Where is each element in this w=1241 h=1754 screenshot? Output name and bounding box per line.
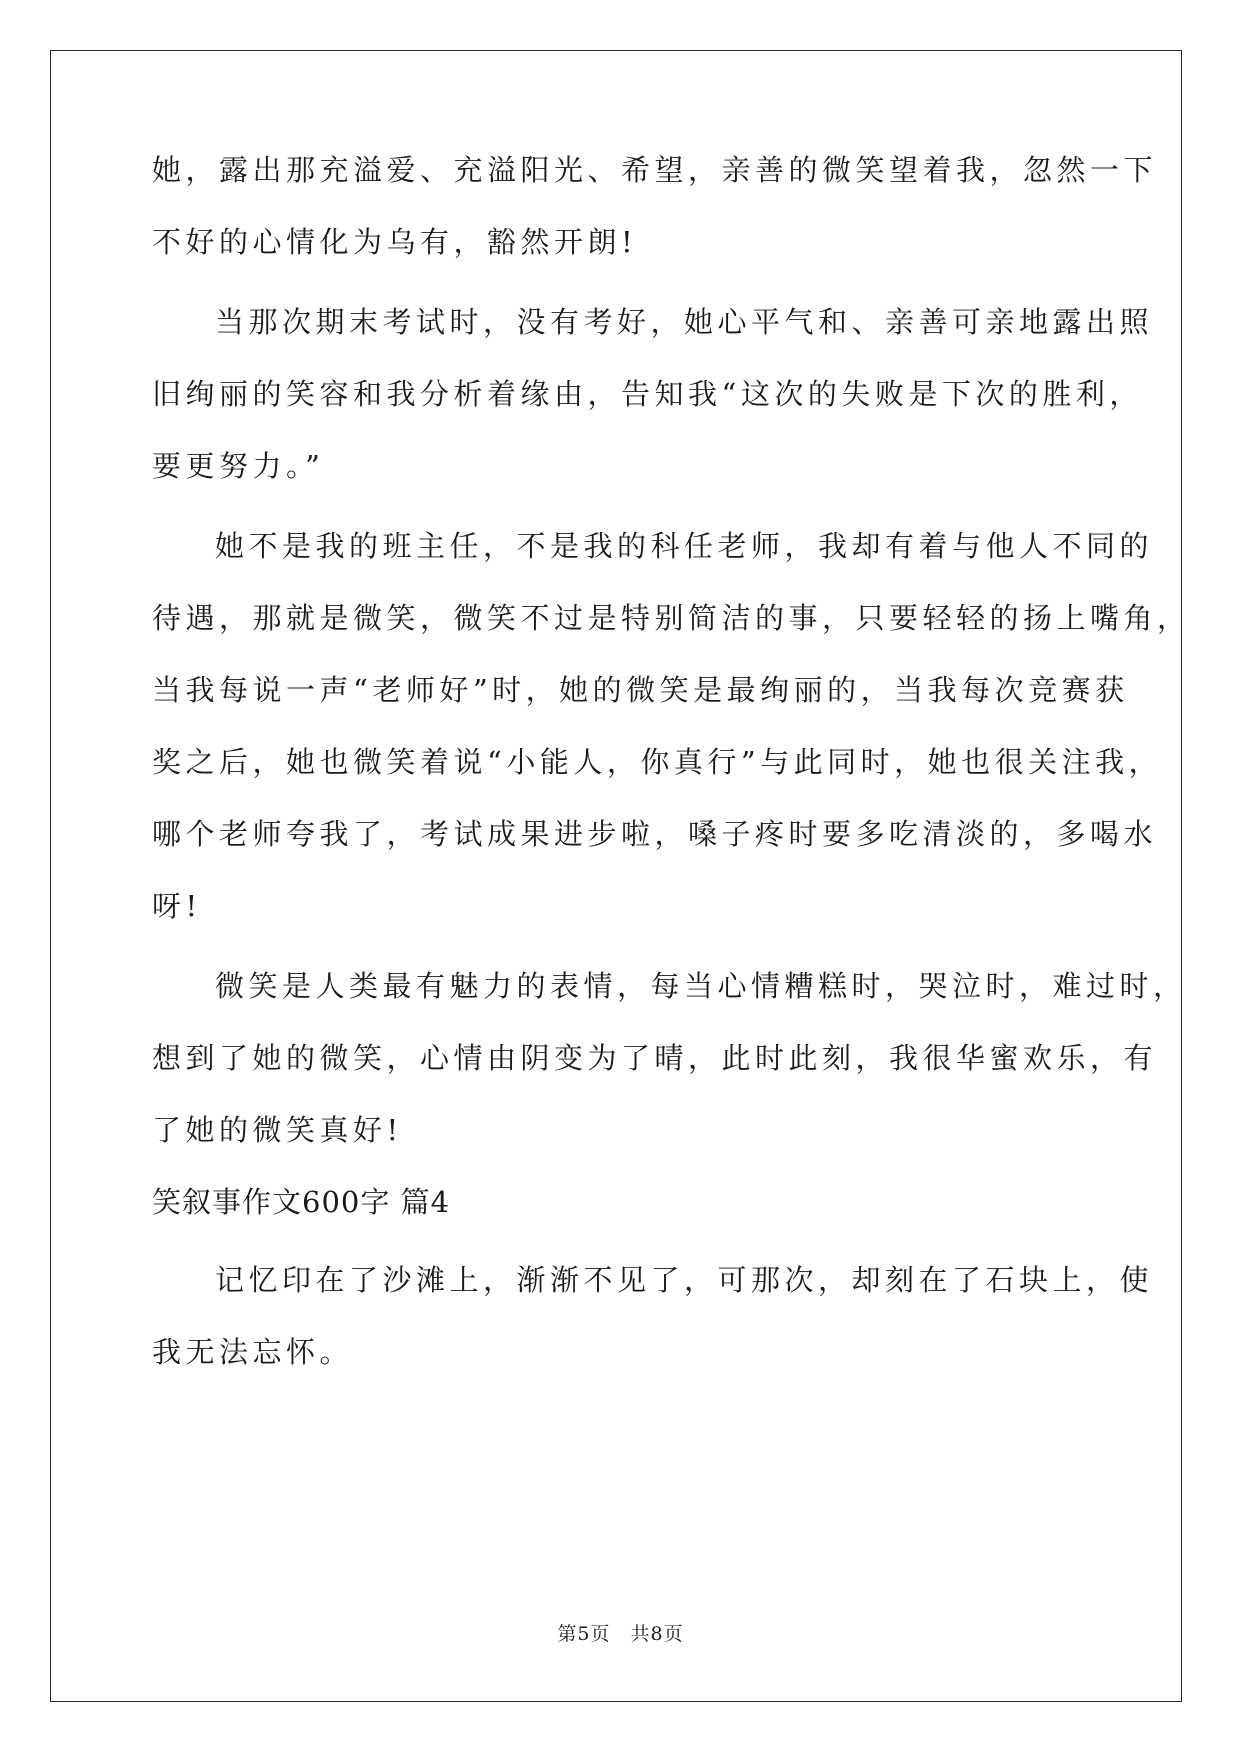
text-line: 了她的微笑真好! bbox=[152, 1113, 403, 1147]
text-line: 她，露出那充溢爱、充溢阳光、希望，亲善的微笑望着我，忽然一下 bbox=[152, 153, 1158, 187]
text-line: 哪个老师夸我了，考试成果进步啦，嗓子疼时要多吃清淡的，多喝水 bbox=[152, 817, 1158, 851]
text-line: 要更努力。” bbox=[152, 449, 325, 483]
page-border bbox=[50, 50, 1191, 1702]
text-line: 奖之后，她也微笑着说“小能人，你真行”与此同时，她也很关注我， bbox=[152, 745, 1163, 779]
text-line: 我无法忘怀。 bbox=[152, 1335, 354, 1369]
text-line: 不好的心情化为乌有，豁然开朗! bbox=[152, 225, 638, 259]
text-line: 她不是我的班主任，不是我的科任老师，我却有着与他人不同的 bbox=[215, 529, 1154, 563]
text-line: 想到了她的微笑，心情由阴变为了晴，此时此刻，我很华蜜欢乐，有 bbox=[152, 1041, 1158, 1075]
text-line: 待遇，那就是微笑，微笑不过是特别简洁的事，只要轻轻的扬上嘴角， bbox=[152, 601, 1191, 635]
text-line: 呀! bbox=[152, 889, 202, 923]
text-line: 当我每说一声“老师好”时，她的微笑是最绚丽的，当我每次竞赛获 bbox=[152, 673, 1129, 707]
text-line: 记忆印在了沙滩上，渐渐不见了，可那次，却刻在了石块上，使 bbox=[215, 1263, 1154, 1297]
text-line: 当那次期末考试时，没有考好，她心平气和、亲善可亲地露出照 bbox=[215, 305, 1154, 339]
text-line: 旧绚丽的笑容和我分析着缘由，告知我“这次的失败是下次的胜利， bbox=[152, 377, 1143, 411]
section-heading: 笑叙事作文600字 篇4 bbox=[152, 1185, 451, 1219]
text-line: 微笑是人类最有魅力的表情，每当心情糟糕时，哭泣时，难过时， bbox=[215, 969, 1187, 1003]
page-footer: 第5页 共8页 bbox=[557, 1623, 684, 1645]
